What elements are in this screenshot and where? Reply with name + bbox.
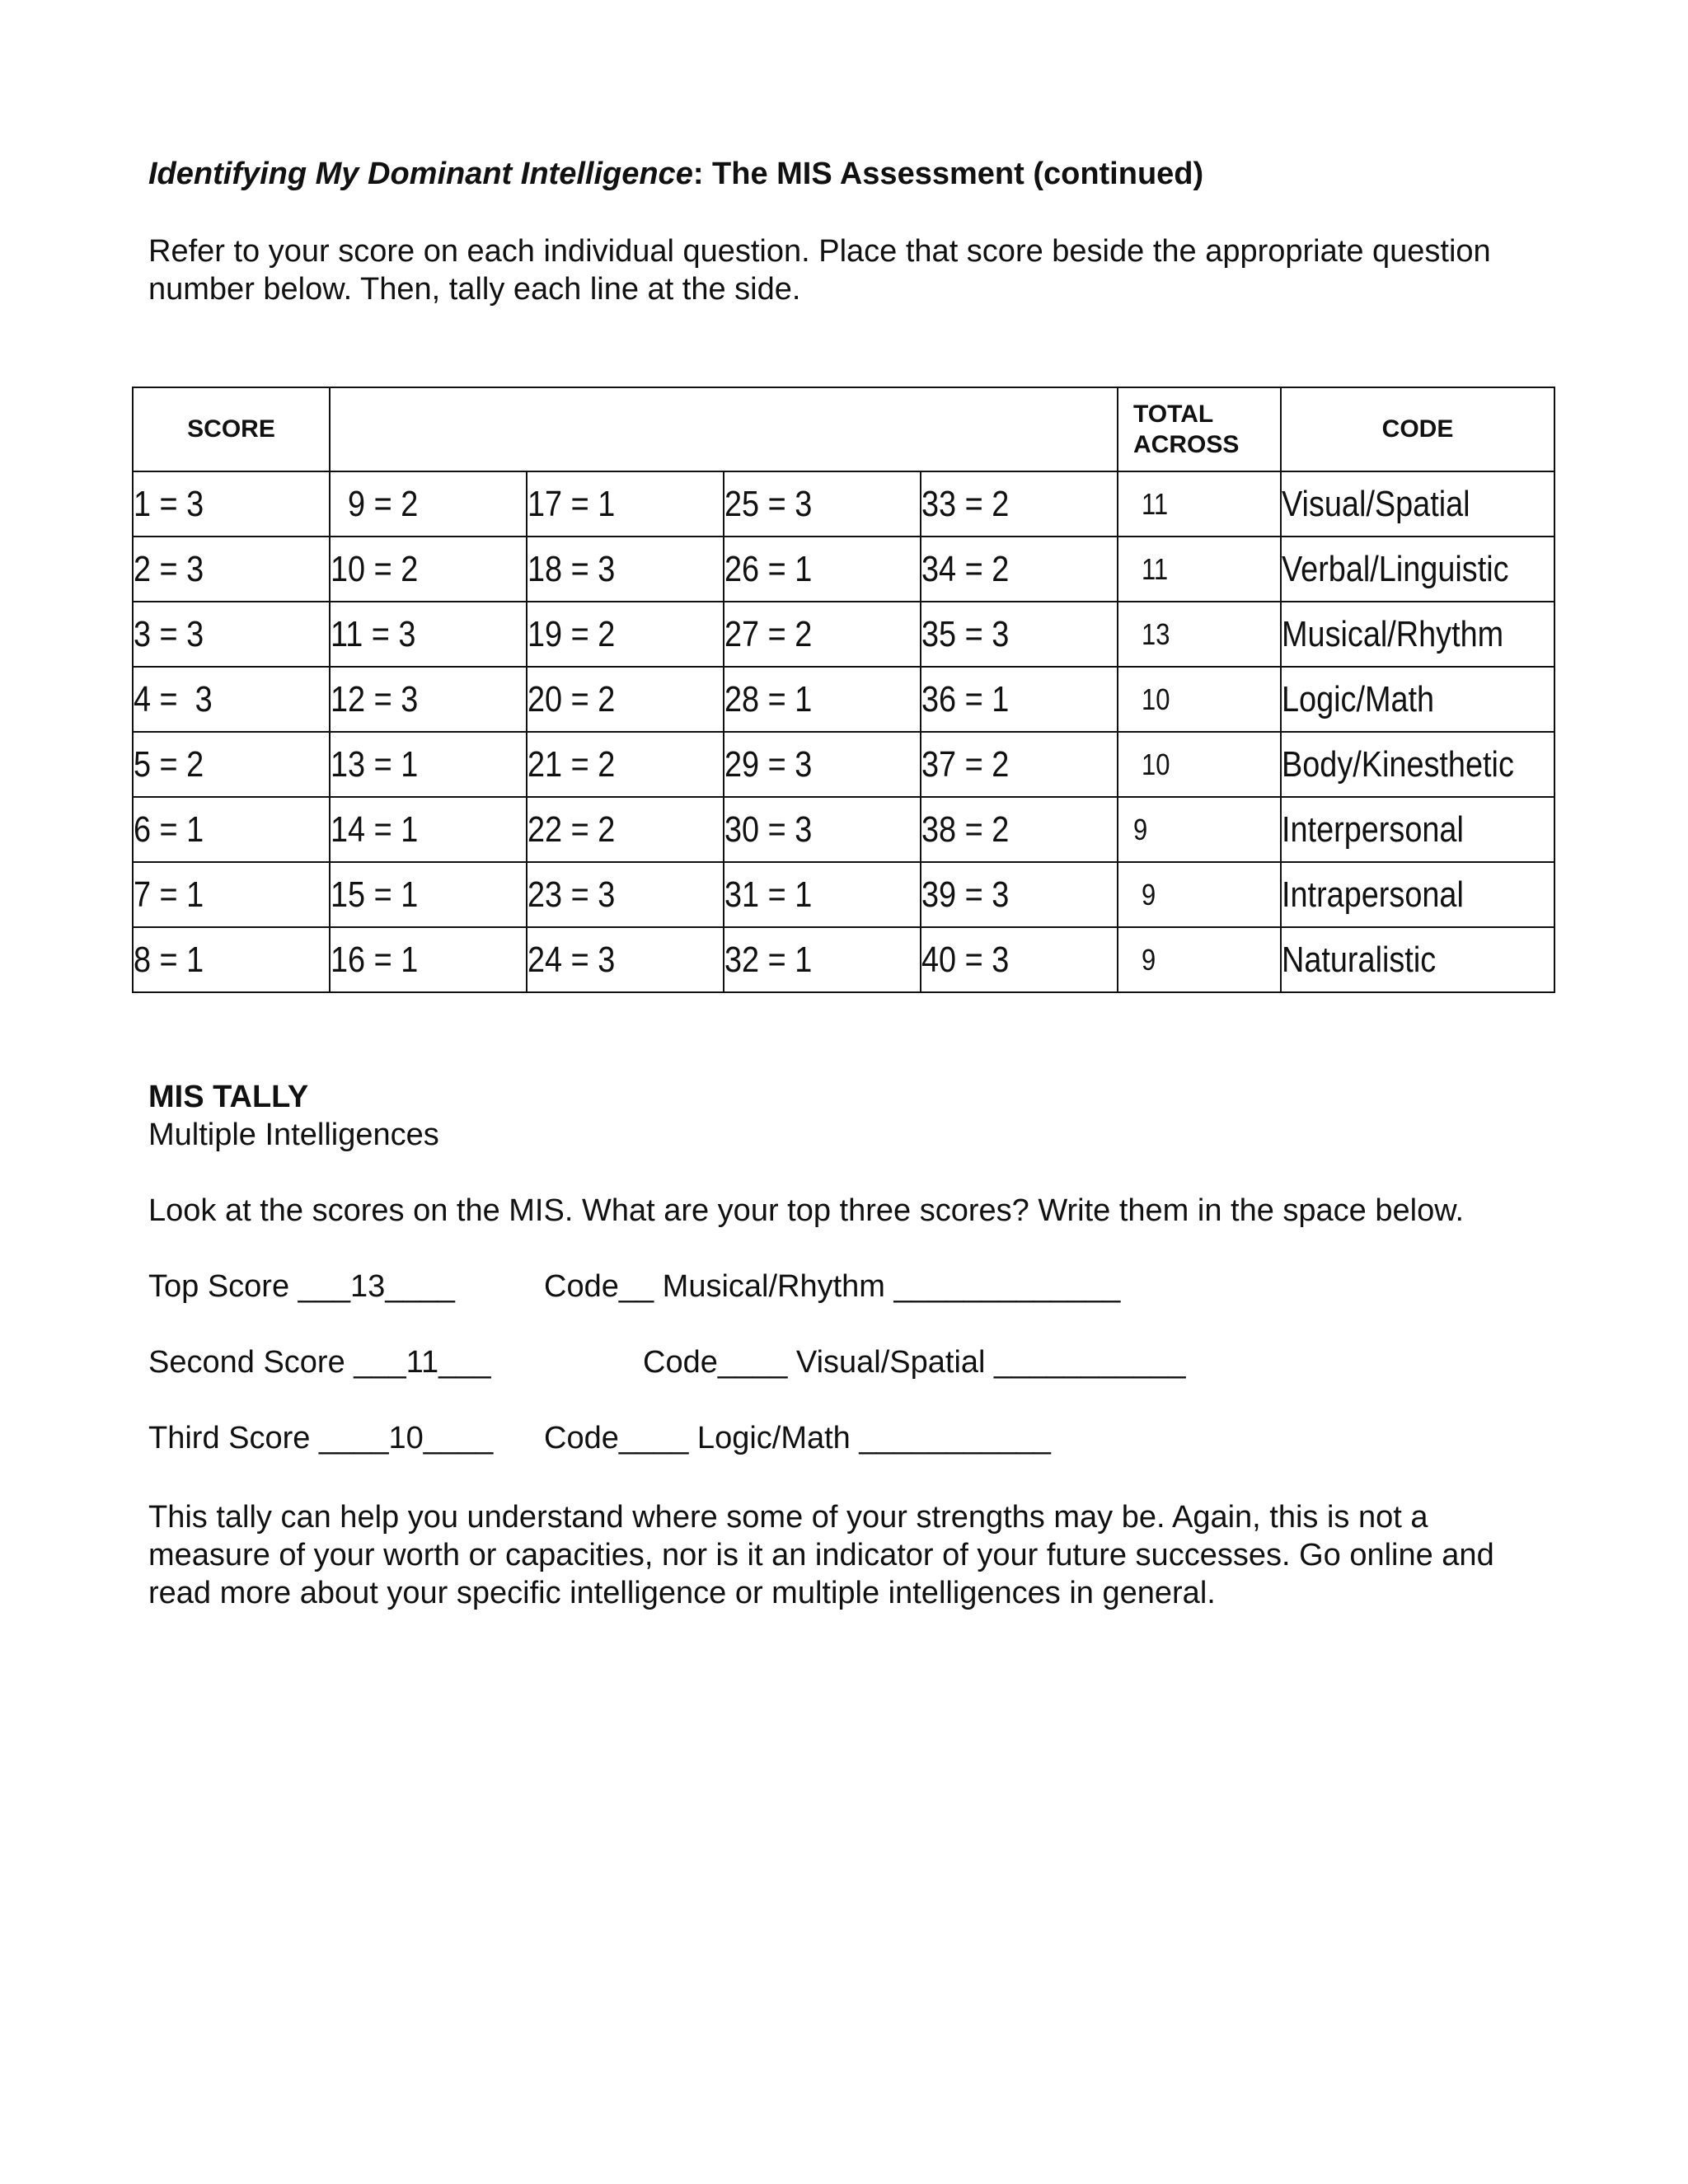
page-title-italic: Identifying My Dominant Intelligence (148, 157, 693, 191)
total-across-cell (1118, 471, 1281, 537)
score-cell (921, 732, 1118, 797)
score-value: 2 = 3 (134, 548, 204, 589)
score-cell (330, 602, 527, 667)
code-value: Interpersonal (1282, 808, 1464, 850)
top-score-line (148, 1269, 1121, 1305)
score-cell (330, 797, 527, 862)
score-cell (330, 667, 527, 732)
score-value: 6 = 1 (134, 808, 204, 850)
score-value: 39 = 3 (921, 874, 1010, 915)
code-cell (1281, 667, 1554, 732)
score-cell (724, 667, 921, 732)
total-across-cell (1118, 927, 1281, 992)
code-cell (1281, 732, 1554, 797)
score-value: 32 = 1 (724, 939, 813, 980)
total-value: 10 (1142, 682, 1170, 716)
code-cell (1281, 927, 1554, 992)
header-blank (330, 387, 1118, 471)
score-cell (724, 537, 921, 602)
header-total-line1: TOTAL (1133, 401, 1214, 428)
score-cell (527, 667, 724, 732)
score-value: 30 = 3 (724, 808, 813, 850)
score-cell (921, 667, 1118, 732)
score-value: 9 = 2 (331, 483, 419, 524)
closing-paragraph: This tally can help you understand where some of your strengths may be. Again, this is not a measure of your worth or capacities, nor is it an indicator of your future successes. Go online and read more about your specific intelligence or multiple intelligences in general. (148, 1500, 1494, 1610)
header-total-line2: ACROSS (1133, 431, 1240, 458)
total-across-cell (1118, 797, 1281, 862)
score-value: 14 = 1 (331, 808, 419, 850)
code-value: Naturalistic (1282, 939, 1437, 980)
total-value: 11 (1142, 486, 1169, 521)
table-row (133, 471, 1554, 537)
score-cell (527, 927, 724, 992)
score-value: 8 = 1 (134, 939, 204, 980)
score-cell (724, 797, 921, 862)
code-cell (1281, 862, 1554, 927)
table-row (133, 602, 1554, 667)
total-value: 9 (1142, 942, 1156, 977)
score-cell (921, 862, 1118, 927)
header-score: SCORE (133, 387, 330, 471)
score-value: 35 = 3 (921, 613, 1010, 654)
intro-paragraph: Refer to your score on each individual question. Place that score beside the appropriate question number below. Then, tally each line at the side. (148, 234, 1491, 307)
second-code-field[interactable]: Code____ Visual/Spatial ___________ (643, 1345, 1186, 1380)
total-value: 13 (1142, 616, 1170, 651)
score-value: 31 = 1 (724, 874, 813, 915)
score-cell (724, 602, 921, 667)
score-cell (724, 732, 921, 797)
score-value: 33 = 2 (921, 483, 1010, 524)
total-value: 10 (1142, 747, 1170, 781)
code-cell (1281, 797, 1554, 862)
header-total-across (1118, 387, 1281, 471)
score-value: 22 = 2 (528, 808, 616, 850)
table-row (133, 667, 1554, 732)
score-value: 28 = 1 (724, 678, 813, 719)
score-value: 19 = 2 (528, 613, 616, 654)
score-value: 25 = 3 (724, 483, 813, 524)
score-value: 12 = 3 (331, 678, 419, 719)
tally-subtitle: Multiple Intelligences (148, 1118, 439, 1152)
score-cell (527, 602, 724, 667)
score-cell (133, 537, 330, 602)
score-value: 15 = 1 (331, 874, 419, 915)
top-code-field[interactable]: Code__ Musical/Rhythm _____________ (544, 1269, 1121, 1304)
score-value: 36 = 1 (921, 678, 1010, 719)
score-cell (527, 471, 724, 537)
score-cell (724, 471, 921, 537)
score-value: 38 = 2 (921, 808, 1010, 850)
code-value: Musical/Rhythm (1282, 613, 1504, 654)
score-value: 11 = 3 (331, 613, 416, 654)
total-across-cell (1118, 732, 1281, 797)
score-value: 37 = 2 (921, 743, 1010, 785)
score-cell (133, 797, 330, 862)
score-cell (527, 862, 724, 927)
top-score-field[interactable]: Top Score ___13____ (148, 1269, 455, 1304)
score-cell (133, 602, 330, 667)
score-value: 24 = 3 (528, 939, 616, 980)
score-value: 17 = 1 (528, 483, 616, 524)
score-cell (330, 927, 527, 992)
total-across-cell (1118, 602, 1281, 667)
table-row (133, 927, 1554, 992)
score-value: 4 = 3 (134, 678, 213, 719)
score-value: 34 = 2 (921, 548, 1010, 589)
table-header-row (133, 387, 1554, 471)
third-score-field[interactable]: Third Score ____10____ (148, 1421, 494, 1455)
third-score-line (148, 1421, 1051, 1456)
score-cell (724, 862, 921, 927)
code-value: Verbal/Linguistic (1282, 548, 1509, 589)
code-value: Visual/Spatial (1282, 483, 1470, 524)
score-value: 1 = 3 (134, 483, 204, 524)
table-row (133, 797, 1554, 862)
table-row (133, 537, 1554, 602)
total-across-cell (1118, 667, 1281, 732)
score-value: 5 = 2 (134, 743, 204, 785)
score-value: 21 = 2 (528, 743, 616, 785)
score-cell (133, 927, 330, 992)
score-cell (921, 797, 1118, 862)
total-value: 11 (1142, 551, 1169, 586)
score-cell (330, 537, 527, 602)
score-value: 27 = 2 (724, 613, 813, 654)
score-value: 23 = 3 (528, 874, 616, 915)
page-title (148, 157, 1203, 192)
code-value: Intrapersonal (1282, 874, 1464, 915)
score-cell (133, 667, 330, 732)
score-cell (921, 537, 1118, 602)
score-cell (330, 732, 527, 797)
total-value: 9 (1142, 877, 1156, 912)
total-across-cell (1118, 862, 1281, 927)
score-cell (921, 471, 1118, 537)
score-cell (330, 471, 527, 537)
table-row (133, 862, 1554, 927)
score-cell (133, 862, 330, 927)
second-score-line (148, 1345, 1186, 1380)
score-table (132, 387, 1555, 993)
code-cell (1281, 537, 1554, 602)
score-cell (133, 732, 330, 797)
table-row (133, 732, 1554, 797)
score-value: 3 = 3 (134, 613, 204, 654)
score-cell (921, 602, 1118, 667)
score-cell (527, 537, 724, 602)
code-cell (1281, 602, 1554, 667)
score-cell (330, 862, 527, 927)
score-cell (724, 927, 921, 992)
score-cell (527, 797, 724, 862)
score-value: 16 = 1 (331, 939, 419, 980)
score-value: 13 = 1 (331, 743, 419, 785)
score-cell (921, 927, 1118, 992)
third-code-field[interactable]: Code____ Logic/Math ___________ (544, 1421, 1051, 1455)
code-cell (1281, 471, 1554, 537)
code-value: Body/Kinesthetic (1282, 743, 1514, 785)
score-value: 20 = 2 (528, 678, 616, 719)
score-value: 26 = 1 (724, 548, 813, 589)
total-value: 9 (1133, 812, 1148, 846)
page-title-rest: : The MIS Assessment (continued) (692, 157, 1204, 191)
total-across-cell (1118, 537, 1281, 602)
score-value: 18 = 3 (528, 548, 616, 589)
header-code: CODE (1281, 387, 1554, 471)
score-cell (527, 732, 724, 797)
score-value: 40 = 3 (921, 939, 1010, 980)
score-cell (133, 471, 330, 537)
second-score-field[interactable]: Second Score ___11___ (148, 1345, 491, 1380)
score-value: 7 = 1 (134, 874, 204, 915)
score-value: 10 = 2 (331, 548, 419, 589)
score-value: 29 = 3 (724, 743, 813, 785)
code-value: Logic/Math (1282, 678, 1435, 719)
tally-instruction: Look at the scores on the MIS. What are your top three scores? Write them in the space below. (148, 1193, 1465, 1228)
tally-title: MIS TALLY (148, 1080, 309, 1114)
